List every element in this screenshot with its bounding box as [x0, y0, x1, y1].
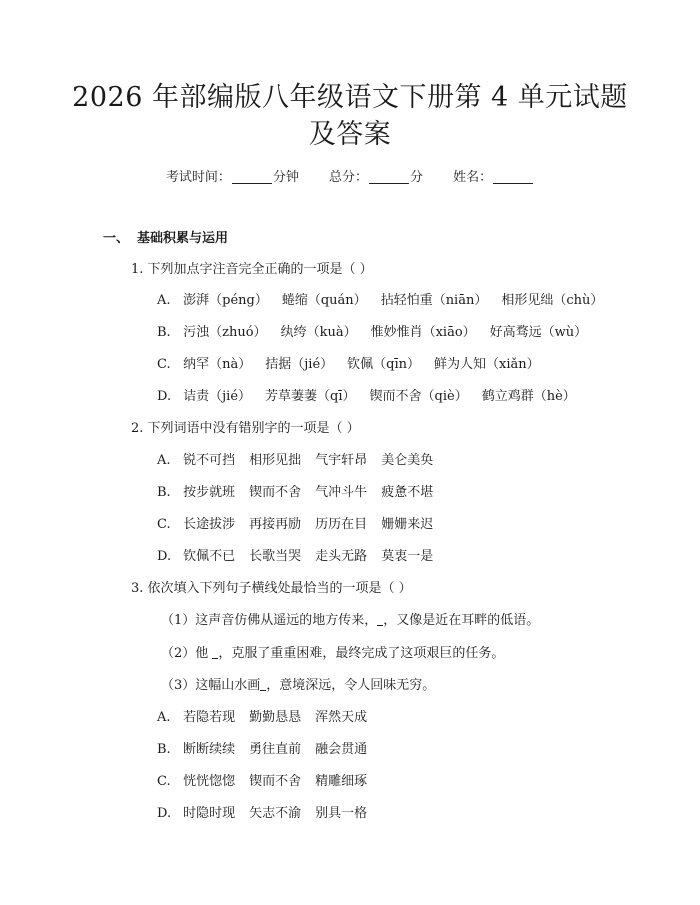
name-label: 姓名： — [453, 170, 493, 185]
option-word: 相形见拙 — [249, 453, 302, 468]
option-word: 美仑美奂 — [381, 453, 434, 468]
option-letter: A. — [157, 293, 171, 308]
option-word: 历历在目 — [315, 517, 368, 532]
exam-title-line-2: 及答案 — [308, 119, 392, 150]
option-word: 时隐时现 — [183, 806, 236, 821]
q3-option-d[interactable] — [157, 805, 381, 823]
sentence-text-after: ，又像是近在耳畔的低语。 — [383, 613, 540, 628]
exam-title-line-1: 2026 年部编版八年级语文下册第 4 单元试题 — [72, 82, 628, 113]
q1-option-a[interactable] — [157, 292, 617, 310]
option-word: 鹤立鸡群（hè） — [481, 389, 576, 404]
total-score-blank[interactable] — [369, 169, 409, 184]
section-heading — [103, 230, 228, 248]
option-word: 纳罕（nà） — [183, 357, 252, 372]
option-word: 长歌当哭 — [249, 549, 302, 564]
option-letter: C. — [157, 774, 171, 789]
q2-option-c[interactable] — [157, 516, 447, 534]
total-score-label: 总分： — [328, 170, 368, 185]
option-word: 钦佩（qīn） — [347, 357, 421, 372]
option-letter: D. — [157, 389, 172, 404]
exam-time-field — [166, 168, 299, 188]
option-word: 锐不可挡 — [183, 453, 236, 468]
option-word: 再接再励 — [249, 517, 302, 532]
q3-sentence-3 — [161, 677, 435, 695]
option-word: 鲜为人知（xiǎn） — [434, 357, 540, 372]
option-word: 纨绔（kuà） — [280, 325, 357, 340]
q1-option-b[interactable] — [157, 324, 601, 342]
option-word: 污浊（zhuó） — [183, 325, 267, 340]
question-number: 2. — [131, 421, 144, 436]
option-word: 诘责（jié） — [183, 389, 252, 404]
option-word: 钦佩不已 — [183, 549, 236, 564]
sentence-text-before: （2）他 — [161, 646, 213, 661]
option-word: 融会贯通 — [315, 742, 368, 757]
option-word: 锲而不舍 — [249, 485, 302, 500]
option-letter: A. — [157, 710, 171, 725]
total-score-unit: 分 — [410, 170, 424, 185]
sentence-text-after: ，意境深远，令人回味无穷。 — [266, 678, 436, 693]
option-word: 芳草萋萋（qī） — [265, 389, 356, 404]
sentence-text-after: ，克服了重重困难，最终完成了这项艰巨的任务。 — [218, 646, 505, 661]
option-word: 气宇轩昂 — [315, 453, 368, 468]
option-letter: D. — [157, 549, 172, 564]
option-word: 相形见绌（chù） — [501, 293, 604, 308]
option-word: 精雕细琢 — [315, 774, 368, 789]
option-word: 锲而不舍（qiè） — [369, 389, 468, 404]
question-1 — [131, 261, 373, 279]
option-word: 澎湃（péng） — [183, 293, 268, 308]
exam-time-unit: 分钟 — [272, 170, 299, 185]
q1-option-c[interactable] — [157, 356, 554, 374]
question-2 — [131, 420, 360, 438]
name-field — [453, 168, 534, 188]
option-word: 断断续续 — [183, 742, 236, 757]
section-title: 基础积累与运用 — [137, 231, 229, 246]
q2-option-d[interactable] — [157, 548, 447, 566]
option-word: 长途拔涉 — [183, 517, 236, 532]
option-word: 浑然天成 — [315, 710, 368, 725]
option-word: 拮据（jié） — [265, 357, 334, 372]
option-letter: B. — [157, 485, 171, 500]
option-word: 若隐若现 — [183, 710, 236, 725]
question-3 — [131, 580, 412, 598]
option-letter: C. — [157, 357, 171, 372]
section-number: 一、 — [103, 231, 130, 246]
option-word: 勤勤恳恳 — [249, 710, 302, 725]
total-score-field — [329, 168, 423, 188]
option-word: 拈轻怕重（niān） — [380, 293, 488, 308]
option-letter: B. — [157, 742, 171, 757]
exam-meta — [0, 168, 700, 188]
option-word: 勇往直前 — [249, 742, 302, 757]
option-letter: B. — [157, 325, 171, 340]
q2-option-b[interactable] — [157, 484, 447, 502]
sentence-text-before: （1）这声音仿佛从遥远的地方传来， — [161, 613, 378, 628]
option-word: 蜷缩（quán） — [281, 293, 367, 308]
option-letter: A. — [157, 453, 171, 468]
name-blank[interactable] — [493, 169, 533, 184]
exam-time-label: 考试时间： — [165, 170, 231, 185]
option-word: 按步就班 — [183, 485, 236, 500]
exam-time-blank[interactable] — [232, 169, 272, 184]
option-word: 好高骛远（wù） — [489, 325, 588, 340]
option-word: 气冲斗牛 — [315, 485, 368, 500]
question-number: 1. — [131, 262, 144, 277]
q3-option-b[interactable] — [157, 741, 381, 759]
option-word: 恍恍惚惚 — [183, 774, 236, 789]
q3-option-c[interactable] — [157, 773, 381, 791]
option-word: 锲而不舍 — [249, 774, 302, 789]
question-text: 下列加点字注音完全正确的一项是（ ） — [147, 262, 373, 277]
option-word: 莫衷一是 — [381, 549, 434, 564]
option-letter: C. — [157, 517, 171, 532]
question-text: 依次填入下列句子横线处最恰当的一项是（ ） — [147, 581, 412, 596]
q1-option-d[interactable] — [157, 388, 590, 406]
option-word: 惟妙惟肖（xiāo） — [370, 325, 476, 340]
option-letter: D. — [157, 806, 172, 821]
option-word: 走头无路 — [315, 549, 368, 564]
option-word: 矢志不渝 — [249, 806, 302, 821]
option-word: 疲惫不堪 — [381, 485, 434, 500]
q3-option-a[interactable] — [157, 709, 381, 727]
sentence-text-before: （3）这幅山水画 — [161, 678, 261, 693]
question-text: 下列词语中没有错别字的一项是（ ） — [147, 421, 360, 436]
option-word: 姗姗来迟 — [381, 517, 434, 532]
option-word: 别具一格 — [315, 806, 368, 821]
question-number: 3. — [131, 581, 144, 596]
q3-sentence-1 — [161, 612, 539, 630]
q3-sentence-2 — [161, 645, 504, 663]
q2-option-a[interactable] — [157, 452, 447, 470]
